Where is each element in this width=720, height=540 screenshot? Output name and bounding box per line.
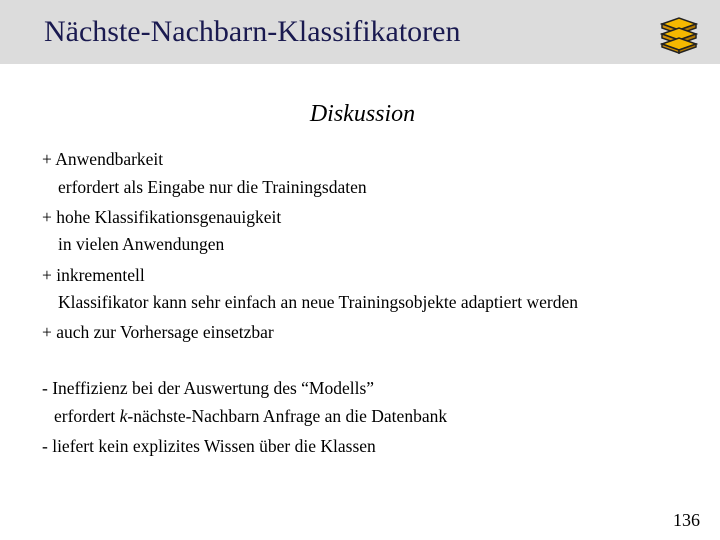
con-item-1-detail xyxy=(54,405,447,427)
slide-subtitle: Diskussion xyxy=(309,101,416,127)
page-number: 136 xyxy=(673,510,700,530)
slide-title: Nächste-Nachbarn-Klassifikatoren xyxy=(44,15,461,48)
pro-item-3-head: + inkrementell xyxy=(42,265,145,285)
con-item-1-detail-post: -nächste-Nachbarn Anfrage an die Datenbank xyxy=(127,406,448,426)
con-item-1-detail-k: k xyxy=(119,406,128,426)
pro-item-4-head: + auch zur Vorhersage einsetzbar xyxy=(42,322,274,342)
pro-item-1-detail: erfordert als Eingabe nur die Trainingsdaten xyxy=(58,177,367,197)
header-bar xyxy=(0,0,720,64)
con-item-1-head: - Ineffizienz bei der Auswertung des “Modells” xyxy=(42,378,375,398)
pro-item-2-detail: in vielen Anwendungen xyxy=(58,234,225,254)
stacked-layers-logo-icon xyxy=(660,16,698,54)
pro-item-3-detail: Klassifikator kann sehr einfach an neue Trainingsobjekte adaptiert werden xyxy=(58,292,578,312)
pro-item-1-head: + Anwendbarkeit xyxy=(42,149,164,169)
pro-item-2-head: + hohe Klassifikationsgenauigkeit xyxy=(42,207,282,227)
con-item-1-detail-pre: erfordert xyxy=(54,406,120,426)
con-item-2-head: - liefert kein explizites Wissen über die Klassen xyxy=(42,436,376,456)
